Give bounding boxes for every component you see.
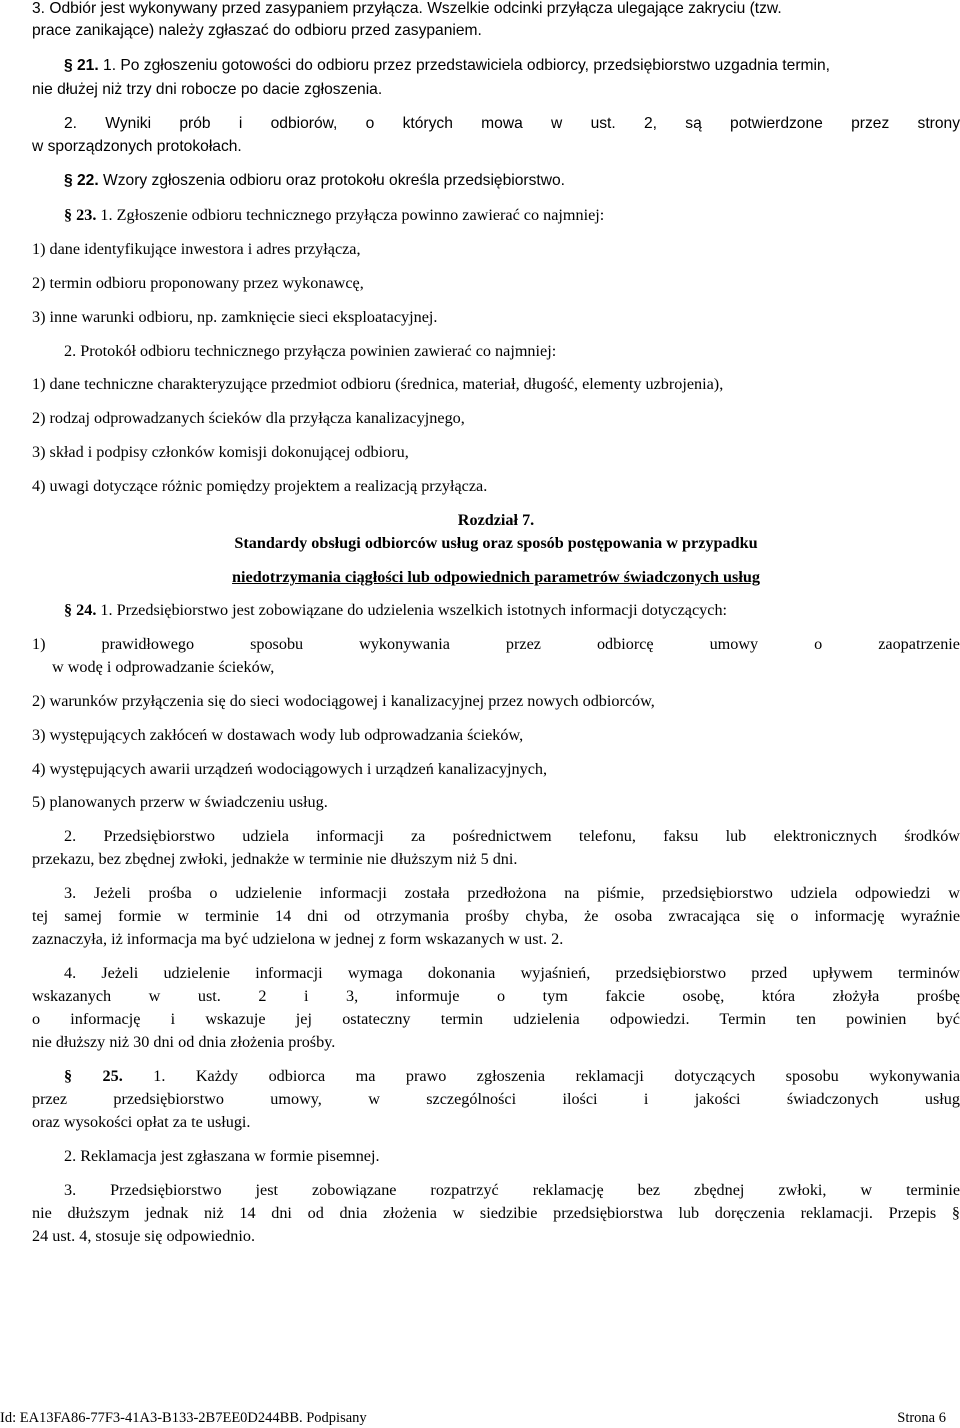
section-23 bbox=[64, 204, 960, 226]
list-item: 4) uwagi dotyczące różnic pomiędzy projektem a realizacją przyłącza. bbox=[32, 477, 488, 495]
list-item: w wodę i odprowadzanie ścieków, bbox=[52, 658, 275, 676]
paragraph-line: przekazu, bez zbędnej zwłoki, jednakże w terminie nie dłuższym niż 5 dni. bbox=[32, 850, 518, 868]
section-number: § 22. bbox=[64, 172, 99, 189]
list-item: 1) dane techniczne charakteryzujące przedmiot odbioru (średnica, materiał, długość, elementy uzbrojenia), bbox=[32, 375, 724, 393]
list-item: 2) warunków przyłączenia się do sieci wodociągowej i kanalizacyjnej przez nowych odbiorców, bbox=[32, 692, 655, 710]
paragraph-line: nie dłuższy niż 30 dni od dnia złożenia prośby. bbox=[32, 1033, 336, 1051]
paragraph-line: 2. Wyniki prób i odbiorów, o których mowa w ust. 2, są potwierdzone przez strony bbox=[64, 115, 960, 132]
paragraph-line: 1. Zgłoszenie odbioru technicznego przyłącza powinno zawierać co najmniej: bbox=[100, 206, 605, 224]
list-item: 4) występujących awarii urządzeń wodociągowych i urządzeń kanalizacyjnych, bbox=[32, 760, 548, 778]
list-item: 1) prawidłowego sposobu wykonywania przez odbiorcę umowy o zaopatrzenie bbox=[32, 635, 960, 653]
section-24 bbox=[64, 599, 960, 621]
list-item: 5) planowanych przerw w świadczeniu usług. bbox=[32, 793, 328, 811]
section-number: § 25. bbox=[64, 1067, 123, 1085]
paragraph-line: 2. Reklamacja jest zgłaszana w formie pisemnej. bbox=[64, 1147, 380, 1165]
list-item: 3) skład i podpisy członków komisji dokonującej odbioru, bbox=[32, 443, 409, 461]
list-item: 3) inne warunki odbioru, np. zamknięcie sieci eksploatacyjnej. bbox=[32, 308, 438, 326]
paragraph-line: 4. Jeżeli udzielenie informacji wymaga dokonania wyjaśnień, przedsiębiorstwo przed upływem terminów bbox=[64, 964, 960, 982]
list-item: 1) dane identyfikujące inwestora i adres przyłącza, bbox=[32, 240, 361, 258]
paragraph-line: zaznaczyła, iż informacja ma być udzielona w jednej z form wskazanych w ust. 2. bbox=[32, 930, 564, 948]
section-25 bbox=[64, 1065, 960, 1087]
paragraph-line: prace zanikające) należy zgłaszać do odbioru przed zasypaniem. bbox=[32, 22, 482, 39]
paragraph-line: 2. Protokół odbioru technicznego przyłącza powinien zawierać co najmniej: bbox=[64, 342, 557, 360]
section-21 bbox=[64, 55, 960, 77]
paragraph-line: 24 ust. 4, stosuje się odpowiednio. bbox=[32, 1227, 256, 1245]
chapter-title: Standardy obsługi odbiorców usług oraz sposób postępowania w przypadku bbox=[234, 534, 758, 552]
paragraph-line: Wzory zgłoszenia odbioru oraz protokołu określa przedsiębiorstwo. bbox=[103, 172, 565, 189]
chapter-title: niedotrzymania ciągłości lub odpowiednich parametrów świadczonych usług bbox=[232, 568, 760, 586]
section-number: § 23. bbox=[64, 206, 97, 224]
paragraph-line: 1. Każdy odbiorca ma prawo zgłoszenia reklamacji dotyczących sposobu wykonywania bbox=[153, 1067, 960, 1085]
page-number: Strona 6 bbox=[897, 1410, 946, 1426]
list-item: 2) rodzaj odprowadzanych ścieków dla przyłącza kanalizacyjnego, bbox=[32, 409, 465, 427]
section-22 bbox=[64, 170, 960, 192]
paragraph-line: 3. Przedsiębiorstwo jest zobowiązane rozpatrzyć reklamację bez zbędnej zwłoki, w terminie bbox=[64, 1181, 960, 1199]
document-id: Id: EA13FA86-77F3-41A3-B133-2B7EE0D244BB. Podpisany bbox=[0, 1410, 367, 1426]
paragraph-line: oraz wysokości opłat za te usługi. bbox=[32, 1113, 251, 1131]
paragraph-line: przez przedsiębiorstwo umowy, w szczególności ilości i jakości świadczonych usług bbox=[32, 1090, 960, 1108]
paragraph-line: o informację i wskazuje jej ostateczny termin udzielenia odpowiedzi. Termin ten powinien być bbox=[32, 1010, 960, 1028]
paragraph-line: 2. Przedsiębiorstwo udziela informacji za pośrednictwem telefonu, faksu lub elektronicznych środków bbox=[64, 827, 960, 845]
paragraph-line: tej samej formie w terminie 14 dni od otrzymania prośby chyba, że osoba zwracająca się o informację wyraźnie bbox=[32, 907, 960, 925]
chapter-heading: Rozdział 7. bbox=[457, 511, 535, 529]
paragraph-line: w sporządzonych protokołach. bbox=[32, 138, 242, 155]
list-item: 2) termin odbioru proponowany przez wykonawcę, bbox=[32, 274, 364, 292]
paragraph-line: 1. Przedsiębiorstwo jest zobowiązane do udzielenia wszelkich istotnych informacji dotyczących: bbox=[100, 601, 728, 619]
paragraph-line: 3. Jeżeli prośba o udzielenie informacji została przedłożona na piśmie, przedsiębiorstwo udziela odpowiedzi w bbox=[64, 884, 960, 902]
section-number: § 21. bbox=[64, 57, 99, 74]
list-item: 3) występujących zakłóceń w dostawach wody lub odprowadzania ścieków, bbox=[32, 726, 524, 744]
paragraph-line: nie dłużej niż trzy dni robocze po dacie zgłoszenia. bbox=[32, 81, 383, 98]
paragraph-line: 3. Odbiór jest wykonywany przed zasypaniem przyłącza. Wszelkie odcinki przyłącza ulegające zakryciu (tzw. bbox=[32, 0, 782, 17]
paragraph-line: 1. Po zgłoszeniu gotowości do odbioru przez przedstawiciela odbiorcy, przedsiębiorstwo uzgadnia termin, bbox=[103, 57, 830, 74]
paragraph-line: wskazanych w ust. 2 i 3, informuje o tym fakcie osobę, która złożyła prośbę bbox=[32, 987, 960, 1005]
paragraph-line: nie dłuższym jednak niż 14 dni od dnia złożenia w siedzibie przedsiębiorstwa lub doręczenia reklamacji. Przepis § bbox=[32, 1204, 960, 1222]
section-number: § 24. bbox=[64, 601, 97, 619]
page-footer bbox=[0, 1408, 960, 1428]
